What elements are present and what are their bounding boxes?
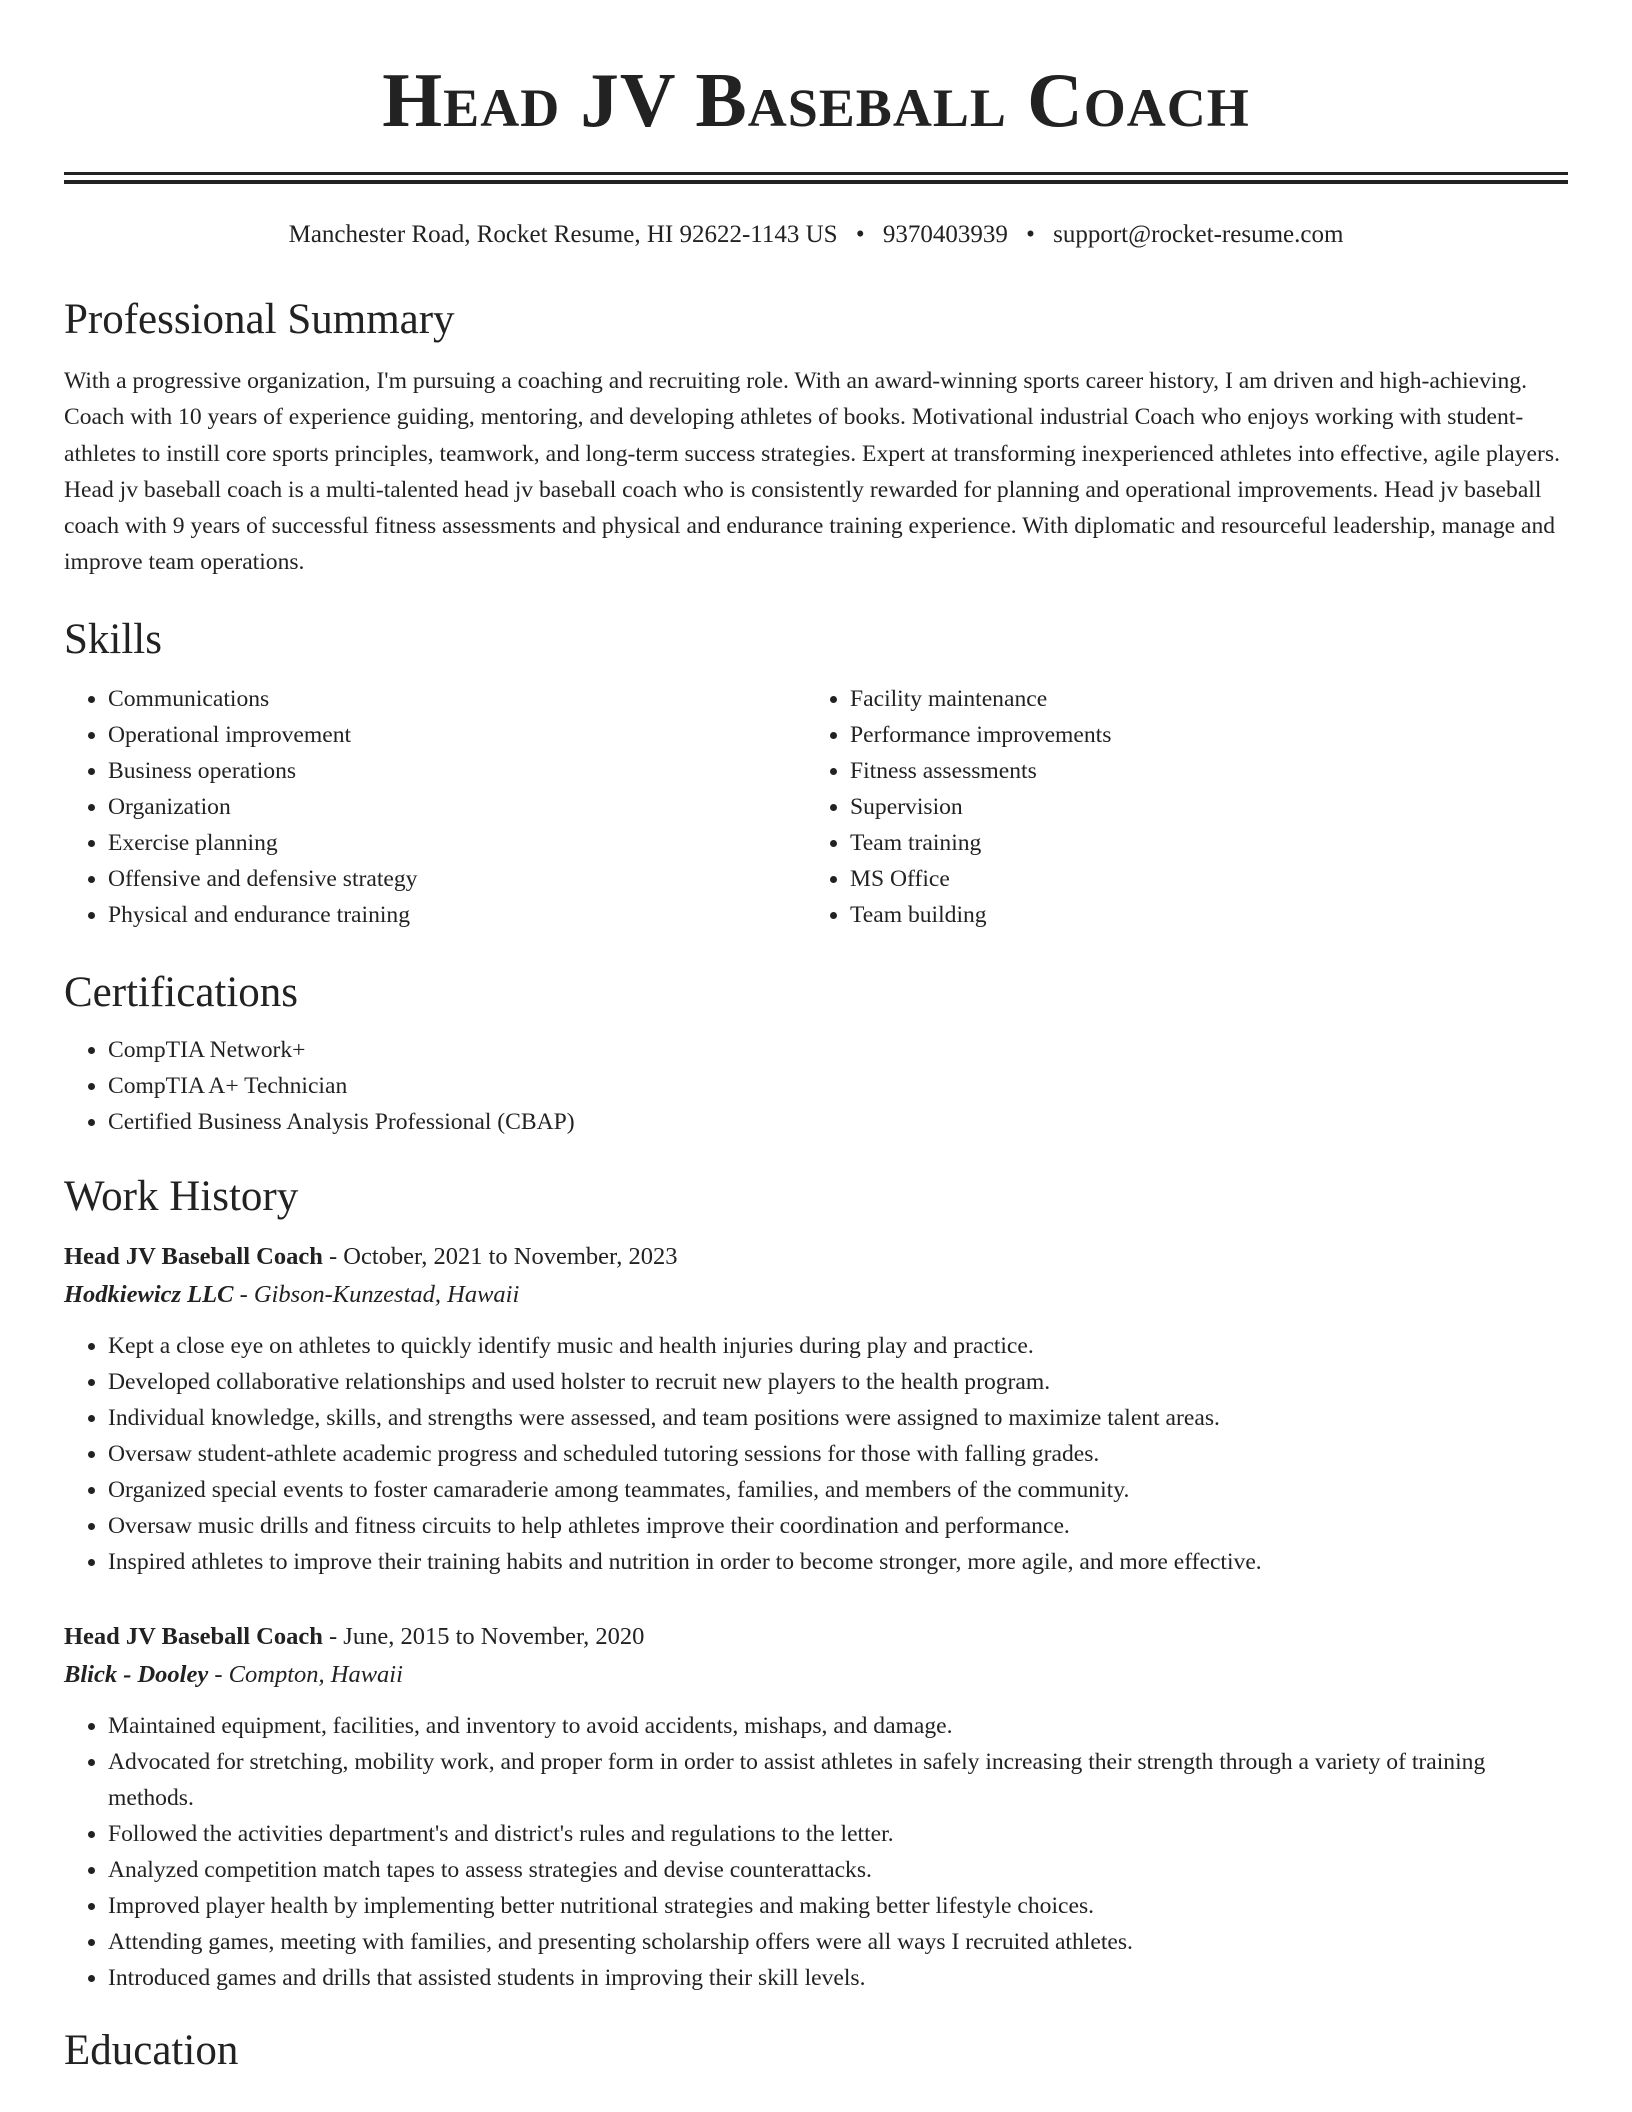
summary-heading: Professional Summary xyxy=(64,296,455,343)
duty-item: • Attending games, meeting with families, and presenting scholarship offers were all ways I recruited athletes. xyxy=(108,1924,1568,1960)
certification-item: • CompTIA A+ Technician xyxy=(108,1068,1568,1104)
duty-item: • Introduced games and drills that assisted students in improving their skill levels. xyxy=(108,1960,1568,1996)
job-title-line xyxy=(64,1238,1568,1276)
skill-item: • Physical and endurance training xyxy=(108,897,806,933)
certification-item: • Certified Business Analysis Professional (CBAP) xyxy=(108,1104,1568,1140)
contact-address: Manchester Road, Rocket Resume, HI 92622-1143 US xyxy=(288,221,838,248)
duty-item: • Individual knowledge, skills, and strengths were assessed, and team positions were assigned to maximize talent areas. xyxy=(108,1400,1568,1436)
skill-item: • MS Office xyxy=(850,861,1548,897)
job-company: Blick - Dooley xyxy=(64,1660,209,1688)
job-company-line xyxy=(64,1656,1568,1694)
job-duties-list xyxy=(64,1328,1568,1580)
certification-item: • CompTIA Network+ xyxy=(108,1032,1568,1068)
skills-columns xyxy=(64,681,1568,933)
skill-item: • Business operations xyxy=(108,753,806,789)
duty-item: • Kept a close eye on athletes to quickly identify music and health injuries during play and practice. xyxy=(108,1328,1568,1364)
summary-text: With a progressive organization, I'm pursuing a coaching and recruiting role. With an award-winning sports career history, I am driven and high-achieving. Coach with 10 years of experience guiding, mentoring, and developing athletes of books. Motivational industrial Coach who enjoys working with student-athletes to instill core sports principles, teamwork, and long-term success strategies. Expert at transforming inexperienced athletes into effective, agile players. Head jv baseball coach is a multi-talented head jv baseball coach who is consistently rewarded for planning and operational improvements. Head jv baseball coach with 9 years of successful fitness assessments and physical and endurance training experience. With diplomatic and resourceful leadership, manage and improve team operations. xyxy=(64,368,1560,576)
job-title: Head JV Baseball Coach xyxy=(64,1622,323,1650)
duty-item: • Analyzed competition match tapes to assess strategies and devise counterattacks. xyxy=(108,1852,1568,1888)
work-history-heading: Work History xyxy=(64,1172,299,1220)
duty-item: • Oversaw student-athlete academic progress and scheduled tutoring sessions for those with falling grades. xyxy=(108,1436,1568,1472)
duty-item: • Maintained equipment, facilities, and inventory to avoid accidents, mishaps, and damage. xyxy=(108,1708,1568,1744)
skill-item: • Fitness assessments xyxy=(850,753,1548,789)
certifications-heading: Certifications xyxy=(64,968,299,1016)
job-dates: - October, 2021 to November, 2023 xyxy=(322,1242,678,1270)
skill-item: • Performance improvements xyxy=(850,717,1548,753)
job-duties-list xyxy=(64,1708,1568,1996)
education-heading: Education xyxy=(64,2026,239,2074)
duty-item: • Followed the activities department's and district's rules and regulations to the letter. xyxy=(108,1816,1568,1852)
job-location: - Gibson-Kunzestad, Hawaii xyxy=(233,1280,520,1308)
skill-item: • Team training xyxy=(850,825,1548,861)
certifications-list xyxy=(64,1032,1568,1140)
skill-item: • Supervision xyxy=(850,789,1548,825)
contact-separator: • xyxy=(1026,221,1035,248)
resume-title: Head JV Baseball Coach xyxy=(382,57,1250,143)
job-entry xyxy=(64,1238,1568,1580)
duty-item: • Organized special events to foster camaraderie among teammates, families, and members of the community. xyxy=(108,1472,1568,1508)
skill-item: • Facility maintenance xyxy=(850,681,1548,717)
duty-item: • Improved player health by implementing better nutritional strategies and making better lifestyle choices. xyxy=(108,1888,1568,1924)
duty-item: • Advocated for stretching, mobility work, and proper form in order to assist athletes in safely increasing their strength through a variety of training methods. xyxy=(108,1744,1568,1816)
skill-item: • Exercise planning xyxy=(108,825,806,861)
skill-item: • Communications xyxy=(108,681,806,717)
contact-separator: • xyxy=(855,221,865,248)
skills-right-list xyxy=(806,681,1548,933)
skill-item: • Team building xyxy=(850,897,1548,933)
title-double-rule xyxy=(64,172,1568,184)
skill-item: • Offensive and defensive strategy xyxy=(108,861,806,897)
job-company: Hodkiewicz LLC xyxy=(64,1280,234,1308)
job-location: - Compton, Hawaii xyxy=(208,1660,403,1688)
duty-item: • Developed collaborative relationships and used holster to recruit new players to the health program. xyxy=(108,1364,1568,1400)
contact-email: support@rocket-resume.com xyxy=(1053,221,1344,248)
skill-item: • Operational improvement xyxy=(108,717,806,753)
job-entry xyxy=(64,1618,1568,1996)
duty-item: • Inspired athletes to improve their training habits and nutrition in order to become stronger, more agile, and more effective. xyxy=(108,1544,1568,1580)
job-dates: - June, 2015 to November, 2020 xyxy=(322,1622,645,1650)
contact-line xyxy=(64,220,1568,250)
skills-left-list xyxy=(64,681,806,933)
job-title-line xyxy=(64,1618,1568,1656)
job-title: Head JV Baseball Coach xyxy=(64,1242,323,1270)
job-company-line xyxy=(64,1276,1568,1314)
duty-item: • Oversaw music drills and fitness circuits to help athletes improve their coordination and performance. xyxy=(108,1508,1568,1544)
skill-item: • Organization xyxy=(108,789,806,825)
skills-heading: Skills xyxy=(64,615,162,663)
contact-phone: 9370403939 xyxy=(882,221,1008,248)
